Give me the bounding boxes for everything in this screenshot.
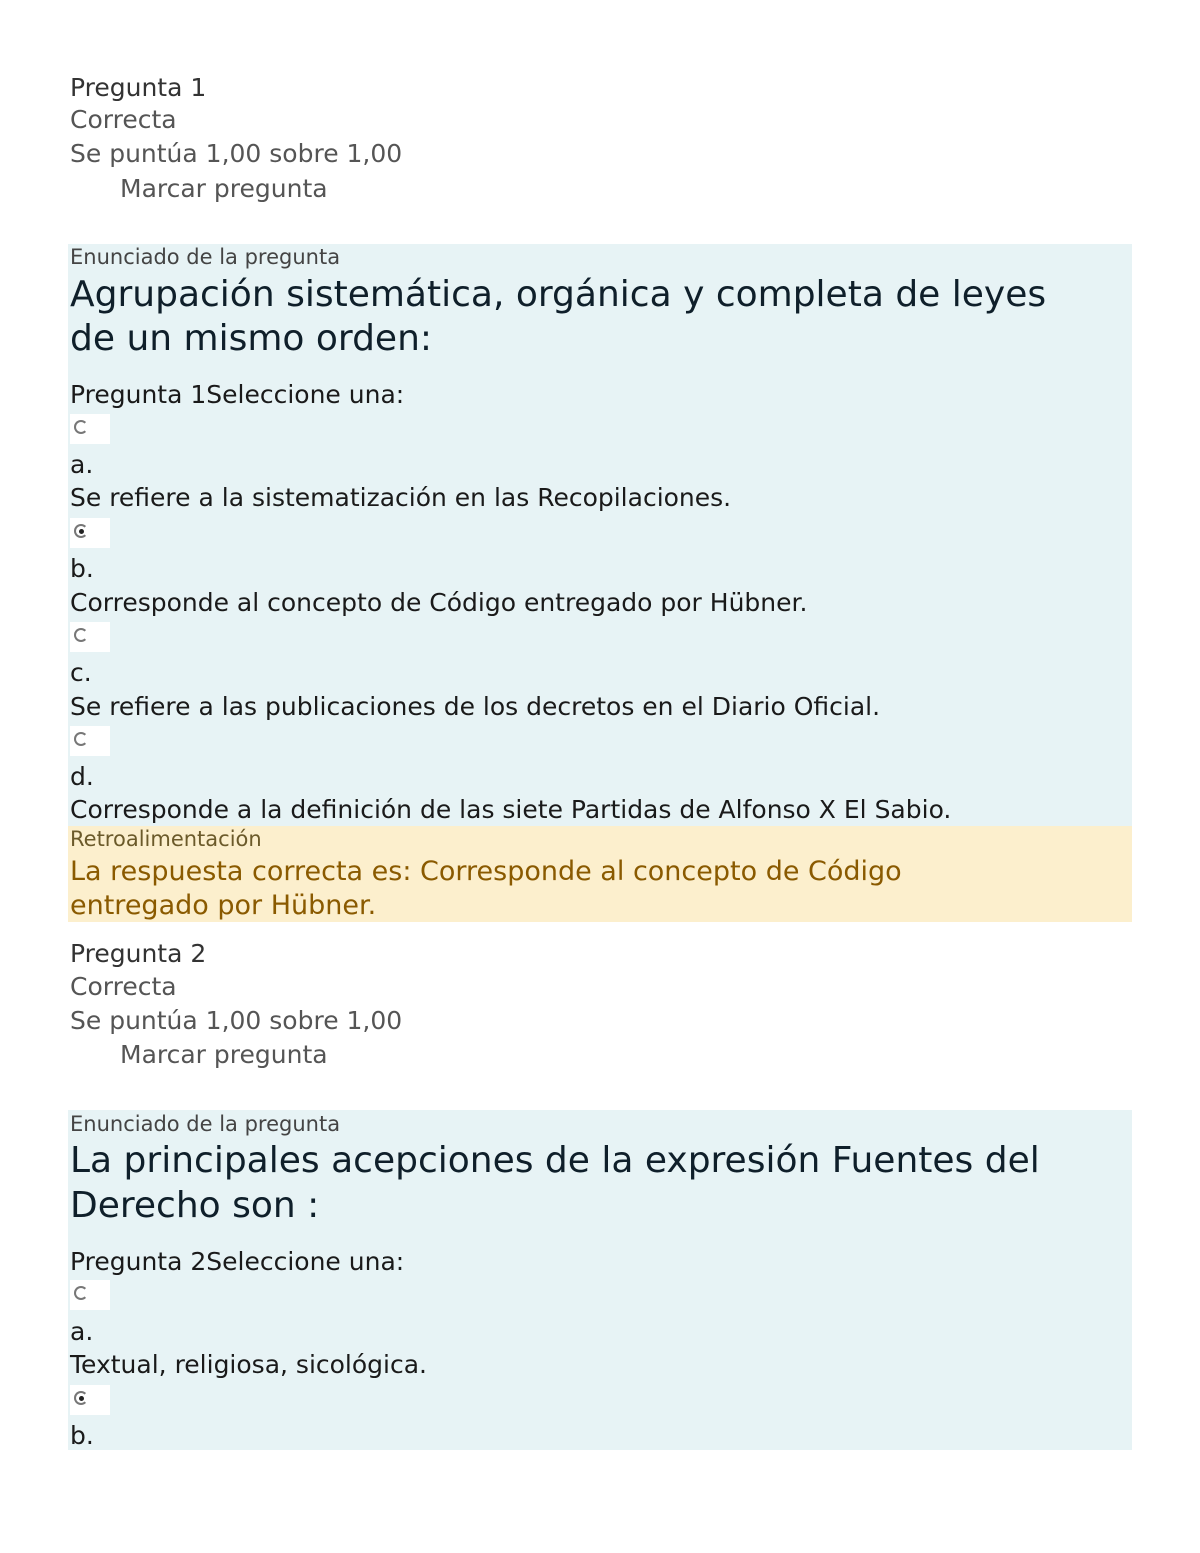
question-2-flag-link[interactable]: Marcar pregunta — [120, 1040, 328, 1069]
question-1-option-c-text: Se refiere a las publicaciones de los decretos en el Diario Oficial. — [70, 692, 881, 721]
radio-checked-icon[interactable] — [74, 1391, 88, 1405]
radio-checked-icon[interactable] — [74, 524, 88, 538]
question-2-number: Pregunta 2 — [70, 939, 207, 968]
question-1-option-b-text: Corresponde al concepto de Código entregado por Hübner. — [70, 588, 808, 617]
question-1-flag-link[interactable]: Marcar pregunta — [120, 174, 328, 203]
radio-icon[interactable] — [74, 420, 88, 434]
question-1-text-line2: de un mismo orden: — [70, 318, 433, 359]
question-1-feedback-line1: La respuesta correcta es: Corresponde al concepto de Código — [70, 856, 902, 887]
question-1-option-c-radio-box[interactable] — [70, 622, 110, 652]
question-1-state: Correcta — [70, 105, 177, 134]
question-1-feedback-line2: entregado por Hübner. — [70, 890, 377, 921]
question-2-text-line2: Derecho son : — [70, 1185, 320, 1226]
question-1-number: Pregunta 1 — [70, 73, 207, 102]
question-1-option-c-letter: c. — [70, 658, 92, 687]
question-2-option-a-text: Textual, religiosa, sicológica. — [70, 1350, 427, 1379]
question-1-option-d-radio-box[interactable] — [70, 726, 110, 756]
question-1-grade: Se puntúa 1,00 sobre 1,00 — [70, 139, 403, 168]
question-2-option-b-letter: b. — [70, 1421, 94, 1450]
question-2-grade: Se puntúa 1,00 sobre 1,00 — [70, 1006, 403, 1035]
question-1-option-a-radio-box[interactable] — [70, 414, 110, 444]
question-2-option-b-radio-box[interactable] — [70, 1385, 110, 1415]
radio-icon[interactable] — [74, 1286, 88, 1300]
question-2-option-a-letter: a. — [70, 1317, 94, 1346]
question-2-text-line1: La principales acepciones de la expresión Fuentes del — [70, 1140, 1040, 1181]
radio-icon[interactable] — [74, 628, 88, 642]
question-1-option-a-text: Se refiere a la sistematización en las Recopilaciones. — [70, 483, 732, 512]
question-2-statement-label: Enunciado de la pregunta — [70, 1112, 341, 1136]
question-2-option-a-radio-box[interactable] — [70, 1280, 110, 1310]
question-1-option-b-letter: b. — [70, 554, 94, 583]
question-1-prompt: Pregunta 1Seleccione una: — [70, 380, 405, 409]
question-1-option-d-text: Corresponde a la definición de las siete Partidas de Alfonso X El Sabio. — [70, 795, 952, 824]
question-1-statement-label: Enunciado de la pregunta — [70, 245, 341, 269]
question-1-option-d-letter: d. — [70, 762, 94, 791]
question-1-option-a-letter: a. — [70, 450, 94, 479]
question-1-text-line1: Agrupación sistemática, orgánica y completa de leyes — [70, 274, 1047, 315]
question-1-option-b-radio-box[interactable] — [70, 518, 110, 548]
radio-icon[interactable] — [74, 732, 88, 746]
question-2-state: Correcta — [70, 972, 177, 1001]
question-2-prompt: Pregunta 2Seleccione una: — [70, 1247, 405, 1276]
question-1-feedback-label: Retroalimentación — [70, 827, 262, 851]
